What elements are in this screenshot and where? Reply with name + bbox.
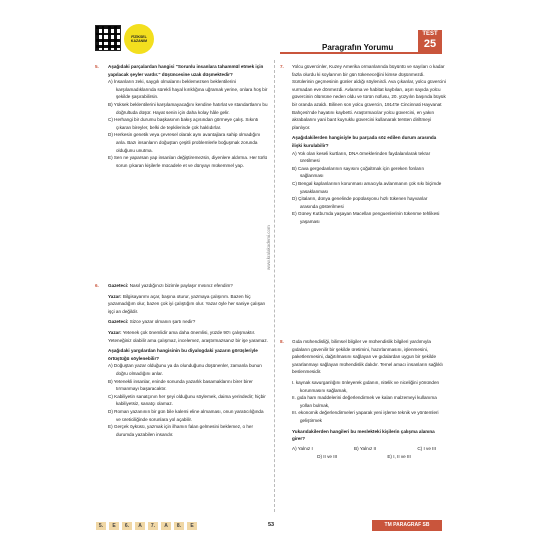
option-b[interactable]: B) Yetenekli insanlar, eninde sonunda yazarlık basamaklarını birer birer tırmanmayı başaracaktır. [108,378,253,392]
option-d[interactable]: D) II ve III [317,454,338,460]
answer-key-cell: E [187,522,197,530]
question-stem: Yukarıdakilerden hangileri bu meslekteki kişilerin çalışma alanına girer? [292,428,435,442]
page-number: 53 [268,522,275,528]
option-a[interactable]: A) Doğuştan yazar olduğunu ya da olunduğunu düşünenler, zamanla bunun doğru olmadığını anlar. [108,363,262,376]
question-8 [280,338,446,461]
question-stem: Aşağıdakilerden hangisiyle bu parçada söz edilen durum arasında ilişki kurulabilir? [292,135,437,148]
answer-key-cell: 6. [122,522,132,530]
item-iii: III. ekonomik değerlendirmeleri yaparak yeni işleme teknik ve yöntemleri geliştirmek [292,410,439,423]
option-b[interactable]: B) Yüksek beklentilerini karşılamayacağını kendine hatırlat ve standartlarını bu doğrultuda düşür. Hayat senin için daha kolay hâle gelir. [108,101,268,115]
option-c[interactable]: C) Kabiliyetin sanatçının her şeyi olduğunu söylemek, daima yerindedir; hiçbir kabiliyetsiz, sanatçı olamaz. [108,393,266,407]
dialog-text: Sizce yazar olmanın şartı nedir? [128,319,196,325]
option-b[interactable]: B) Yalnız II [354,445,377,451]
question-number: 8. [280,339,284,344]
answer-key-cell: E [109,522,119,530]
test-number: 25 [423,38,437,50]
option-e[interactable]: E) Gerçek öyküsü, yazmak için ilhamın falan gelmesini beklemez, o her durumda yazabilen insandır. [108,424,254,437]
question-stem-end: düşüncesine uzak düşmektedir? [160,71,233,77]
answer-key-cell: A [135,522,145,530]
watermark: www.kralakademi.com [266,225,271,270]
dialog-label: Gazeteci: [108,283,129,288]
dialog-label: Gazeteci: [108,319,129,325]
dialog-text: Nasıl yazdığınızı bizimle paylaşır mısınız efendim? [128,283,233,288]
answer-key-cell: 5. [96,522,106,530]
badge-label: FİZİKSEL KAZANIM [130,35,148,43]
dialog-label: Yazar: [108,293,122,299]
answer-key [96,522,200,530]
dialog-text: Yetenek çok önemlidir ama daha önemlisi, yüzde 90'ı çalışmaktır. Yeteneğiniz olabilir ama çalışmaz, incelemez, araştırmazsanız bir işe yaramaz. [108,329,268,343]
dialog-label: Yazar: [108,329,122,335]
qr-code-icon[interactable] [95,25,121,51]
answer-key-cell: 7. [148,522,158,530]
question-6 [95,282,268,438]
brand-label: TM PARAGRAF SB [372,520,442,531]
option-b[interactable]: B) Cava gergedanlarının sayısını çoğaltmak için gereken fonların sağlanması [292,165,425,179]
option-c[interactable]: C) Herhangi bir durumu başkasının bakış açısından görmeye çalış. Sıkıntı çıkaran bireyler, belki de tepkilerinde çok haklıdırlar. [108,117,259,130]
column-divider [274,60,275,512]
option-d[interactable]: D) Çitaların, dünya genelinde popülasyonu hızlı tükenen hayvanlar arasında gösterilmesi [292,196,428,209]
dialog-text: Bilgisayarımı açar, başına oturur, yazmaya çalışırım. Bazen hiç yazamadığım olur, bazen çok iyi çalıştığım olur. Yazar öyle her saniye çalışan işçi an değildir. [108,293,266,314]
question-number: 5. [95,64,99,69]
passage: Yolcu güvercinler, Kuzey Amerika ormanlarında büyüntü ve sayıları o kadar fazla olurdu ki soylarının bir gün tükeneceğini kimse düşünmezdi. Sürülerinin geçmesinin günler aldığı söylenirdi. Ava çıkanlar, yolcu güvercini vurmadan eve dönmezdi. Avlanma ve habitat kaybıları, aşırı sayıda yolcu güvercinin ölümüne neden oldu ve türün nüfusu, 20. yüzyılın başında büyük bir oranda azaldı. Bilinen son yolcu güvercin, 1914'te Cincinnati Hayvanat Bahçesi'nde hayatını kaybetti. Araştırmacılar yolcu güvercini, en yakın akrabalarını yani bant kuyruklu güvercini kullanarak tersten diriltmeyi planlıyor. [292,64,446,130]
passage: Gıda mühendisliği, bilimsel bilgiler ve mühendislik bilgileri yardımıyla gıdaların güvenilir bir şekilde üretimini, hazırlanmasını, işlenmesini, paketlenmesini, dağıtılmasını sağlayan ve gıdalardan uygun bir şekilde yararlanmayı sağlayan mühendislik dalıdır. Temel amacı insanların sağlıklı beslenmesidir. [292,339,443,375]
option-c[interactable]: C) I ve III [417,445,436,451]
option-d[interactable]: D) Roman yazanının bir gün bile kalemi eline almaması, onun yaratıcılığında ve üreticiliğinde sorunlara yol açabilir. [108,408,264,422]
question-number: 6. [95,283,99,288]
test-number-box [418,30,442,52]
question-5 [95,63,268,169]
option-e[interactable]: E) Güney Kutbu'nda yaşayan Macellan penguenlerinin tükenme tehlikesi yaşaması [292,211,440,224]
option-a[interactable]: A) İnsanların zeki, saygılı olmalarını beklemezsen beklentilerini karşılamadıklarında sürekli hayal kırıklığına uğramak yerine, onlara hoş bir şekilde şaşırabilirsin. [108,79,268,100]
question-7 [280,63,446,225]
question-stem: Aşağıdaki yargılardan hangisinin bu diyalogdaki yazarın görüşleriyle örtüştüğü söylenebilir? [108,348,258,361]
option-c[interactable]: C) Bengal kaplanlarının korunması amacıyla avlanmanın çok sıkı biçimde yasaklanması [292,180,442,194]
option-e[interactable]: E) Sen ne yaparsan yap insanları değiştiremezsin, diyenlere aldırma. Her türlü sorun çıkaran kişilerle mücadele et ve dünyayı mükemmel yap. [108,155,268,168]
option-d[interactable]: D) Herkesin genetik veya çevresel olarak aynı avantajlara sahip olmadığını anla. Bazı insanların doğuştan çeşitli problemlerle boğuşmak zorunda olduğunu unutma. [108,132,261,153]
option-a[interactable]: A) Yalnız I [292,445,313,451]
page-title: Paragrafın Yorumu [322,43,394,52]
answer-key-cell: 8. [174,522,184,530]
answer-key-cell: A [161,522,171,530]
item-i: I. kaynak savurganlığını önleyerek gıdanın, nitelik ve niceliğini yönünden korunmasını sağlamak, [292,379,440,393]
question-number: 7. [280,64,284,69]
item-ii: II. gıda ham maddelerini değerlendirmek ve kalan malzemeyi kullanıma yollan bulmak, [292,395,437,408]
badge-icon [124,24,154,54]
header-rule [280,52,442,54]
option-e[interactable]: E) I, II ve III [387,454,411,460]
test-label: TEST [422,31,438,37]
question-stem: Aşağıdaki parçalardan hangisi "Sorunlu insanlara tahammül etmek için yapılacak şeyler vardır." [108,64,264,77]
option-a[interactable]: A) Yok olan keseli kurtların, DNA örneklerinden faydalanılarak tekrar üretilmesi [292,150,431,164]
